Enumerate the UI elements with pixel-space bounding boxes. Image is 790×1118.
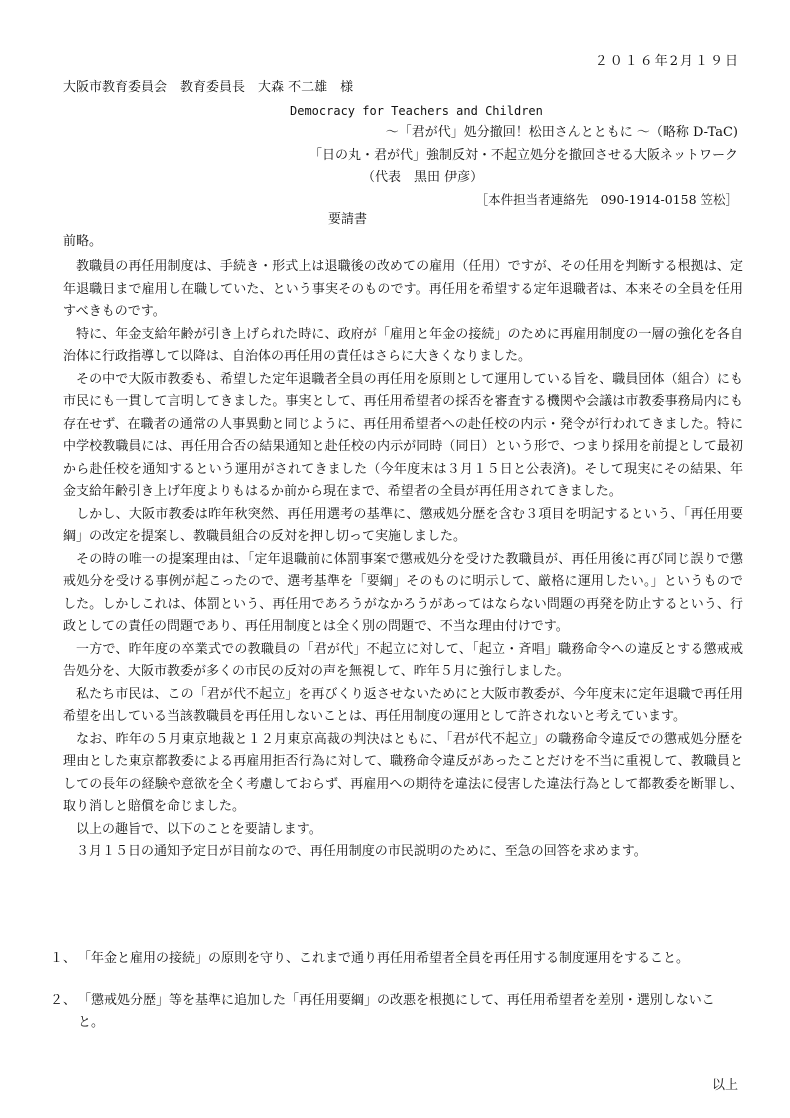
sender-network: 「日の丸・君が代」強制反対・不起立処分を撤回させる大阪ネットワーク — [308, 148, 738, 163]
body-paragraph: 以上の趣旨で、以下のことを要請します。 — [76, 821, 322, 837]
sender-org-subtitle: ～「君が代」処分撤回！松田さんとともに ～（略称 D-TaC) — [385, 125, 738, 140]
sender-representative: （代表 黒田 伊彦） — [362, 170, 484, 185]
body-paragraph: 特に、年金支給年齢が引き上げられた時に、政府が「雇用と年金の接続」のために再雇用制度の一層の強化を各自治体に行政指導して以降は、自治体の再任用の責任はさらに大きくなりました。 — [63, 326, 743, 364]
document-date: ２０１６年2月１９日 — [594, 54, 740, 69]
sender-contact: ［本件担当者連絡先 090-1914-0158 笠松］ — [475, 192, 738, 207]
request-text: 「懲戒処分歴」等を基準に追加した「再任用要綱」の改悪を根拠にして、再任用希望者を差別・選別しないこと。 — [78, 993, 715, 1030]
body-paragraph: 教職員の再任用制度は、手続き・形式上は退職後の改めての雇用（任用）ですが、その任用を判断する根拠は、定年退職日まで雇用し在職していた、という事実そのものです。再任用を希望する定年退職者は、本来その全員を任用すべきものです。 — [63, 259, 743, 319]
body-paragraph: その時の唯一の提案理由は、「定年退職前に体罰事案で懲戒処分を受けた教職員が、再任用後に再び同じ誤りで懲戒処分を受ける事例が起こったので、選考基準を「要綱」そのものに明示して、厳格に運用したい。」というものでした。しかしこれは、体罰という、再任用であろうがなかろうがあってはならない問題の再発を防止するという、行政としての責任の問題であり、再任用制度とは全く別の問題で、不当な理由付けです。 — [63, 551, 743, 634]
document-body — [63, 256, 743, 864]
body-paragraph: その中で大阪市教委も、希望した定年退職者全員の再任用を原則として運用している旨を、職員団体（組合）にも市民にも一貫して言明してきました。事実として、再任用希望者の採否を審査する機関や会議は市教委事務局内にも存在せず、在職者の通常の人事異動と同じように、再任用希望者への赴任校の内示・発令が行われてきました。特に中学校教職員には、再任用合否の結果通知と赴任校の内示が同時（同日）という形で、つまり採用を前提として最初から赴任校を通知するという運用がされてきました（今年度末は３月１５日と公表済)。そして現実にその結果、年金支給年齢引き上げ年度よりもはるか前から現在まで、希望者の全員が再任用されてきました。 — [63, 371, 743, 499]
request-item — [50, 948, 740, 970]
request-text: 「年金と雇用の接続」の原則を守り、これまで通り再任用希望者全員を再任用する制度運用をすること。 — [78, 951, 690, 966]
body-paragraph: 一方で、昨年度の卒業式での教職員の「君が代」不起立に対して、「起立・斉唱」職務命令への違反とする懲戒戒告処分を、大阪市教委が多くの市民の反対の声を無視して、昨年５月に強行しました。 — [63, 641, 743, 679]
body-paragraph: 私たち市民は、この「君が代不起立」を再びくり返させないためにと大阪市教委が、今年度末に定年退職で再任用希望を出している当該教職員を再任用しないことは、再任用制度の運用として許されないと考えています。 — [63, 686, 743, 724]
sender-org-english: Democracy for Teachers and Children — [290, 104, 543, 118]
closing-mark: 以上 — [711, 1078, 738, 1093]
request-number: １、 — [50, 951, 77, 966]
opening-greeting: 前略。 — [63, 234, 103, 249]
body-paragraph: なお、昨年の５月東京地裁と１２月東京高裁の判決はともに、「君が代不起立」の職務命令違反での懲戒処分歴を理由とした東京都教委による再雇用拒否行為に対して、職務命令違反があったことだけを不当に重視して、教職員としての長年の経験や意欲を全く考慮しておらず、再雇用への期待を違法に侵害した違法行為として都教委を断罪し、取り消しと賠償を命じました。 — [63, 731, 743, 814]
body-paragraph: ３月１５日の通知予定日が目前なので、再任用制度の市民説明のために、至急の回答を求めます。 — [76, 844, 647, 859]
request-list — [50, 948, 740, 1054]
body-paragraph: しかし、大阪市教委は昨年秋突然、再任用選考の基準に、懲戒処分歴を含む３項目を明記するという、「再任用要綱」の改定を提案し、教職員組合の反対を押し切って実施しました。 — [63, 506, 743, 544]
document-title: 要請書 — [328, 212, 368, 227]
request-number: ２、 — [50, 993, 77, 1008]
addressee: 大阪市教育委員会 教育委員長 大森 不二雄 様 — [63, 80, 354, 95]
request-item — [50, 990, 740, 1034]
